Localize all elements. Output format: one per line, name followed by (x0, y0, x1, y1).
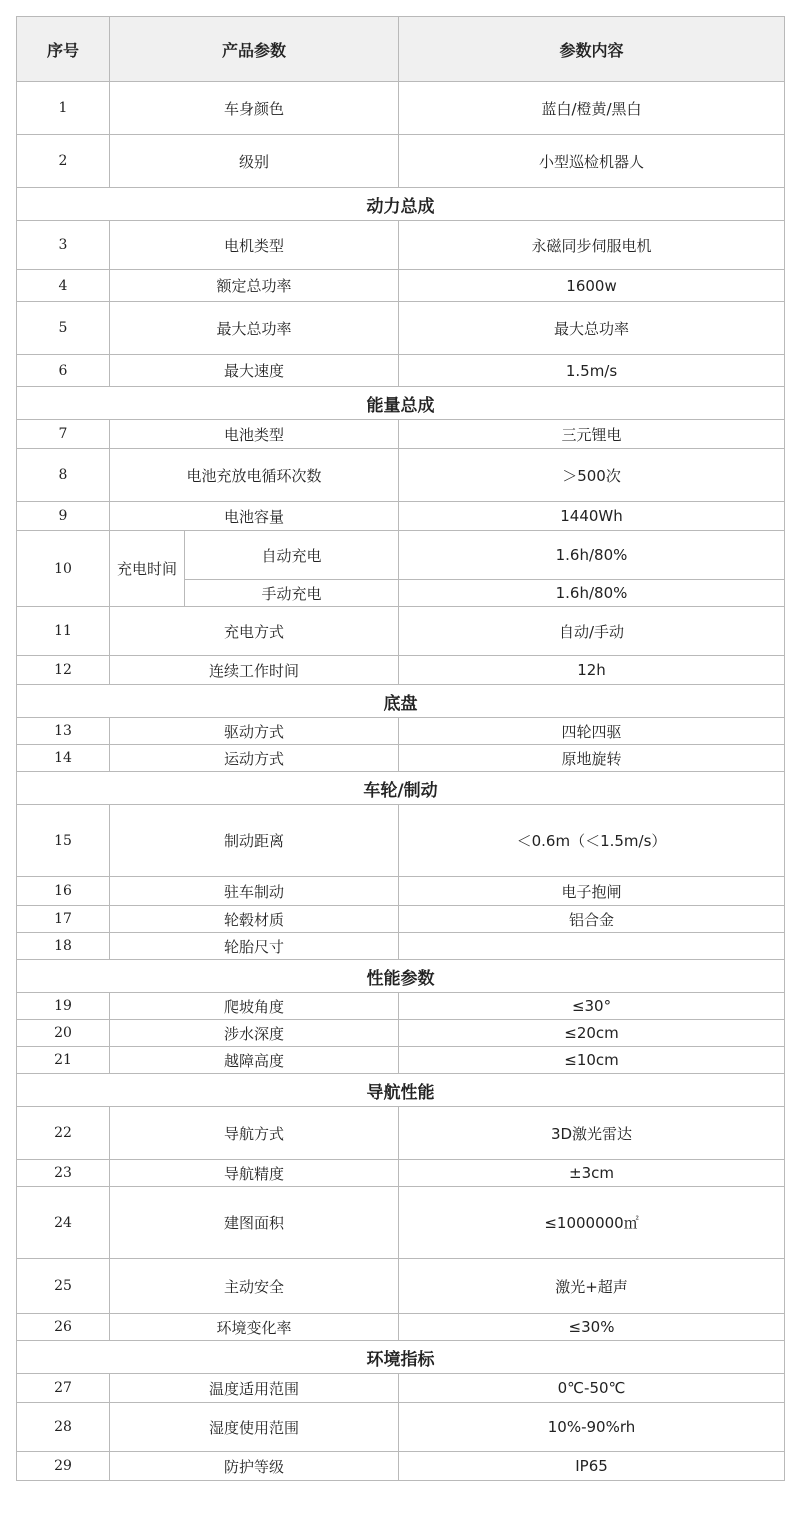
row-param: 电池类型 (110, 420, 399, 449)
row-value: ≤20cm (399, 1020, 785, 1047)
row-param: 自动充电 (185, 531, 399, 580)
row-index: 15 (17, 805, 110, 877)
table-row (17, 906, 785, 933)
section-row (17, 188, 785, 221)
row-param: 电池容量 (110, 502, 399, 531)
row-value: 1.5m/s (399, 355, 785, 387)
table-row (17, 531, 785, 580)
row-param: 最大速度 (110, 355, 399, 387)
row-param: 建图面积 (110, 1187, 399, 1259)
row-index: 27 (17, 1374, 110, 1403)
row-param: 主动安全 (110, 1259, 399, 1314)
section-row (17, 387, 785, 420)
row-value: 1600w (399, 270, 785, 302)
row-index: 11 (17, 607, 110, 656)
row-value: ＞500次 (399, 449, 785, 502)
row-param: 导航精度 (110, 1160, 399, 1187)
row-param: 轮毂材质 (110, 906, 399, 933)
row-index: 9 (17, 502, 110, 531)
table-row (17, 1187, 785, 1259)
row-value: 四轮四驱 (399, 718, 785, 745)
row-param: 连续工作时间 (110, 656, 399, 685)
row-value: 10%-90%rh (399, 1403, 785, 1452)
section-title: 导航性能 (17, 1074, 785, 1107)
row-param: 驱动方式 (110, 718, 399, 745)
row-param: 温度适用范围 (110, 1374, 399, 1403)
row-value: 铝合金 (399, 906, 785, 933)
table-row (17, 302, 785, 355)
row-index: 2 (17, 135, 110, 188)
row-value: ＜0.6m（＜1.5m/s） (399, 805, 785, 877)
row-param: 手动充电 (185, 580, 399, 607)
row-param: 制动距离 (110, 805, 399, 877)
table-row (17, 135, 785, 188)
row-value: ≤10cm (399, 1047, 785, 1074)
row-index: 3 (17, 221, 110, 270)
row-value: 3D激光雷达 (399, 1107, 785, 1160)
row-index: 21 (17, 1047, 110, 1074)
row-param: 充电方式 (110, 607, 399, 656)
row-value: 原地旋转 (399, 745, 785, 772)
table-row (17, 449, 785, 502)
section-row (17, 685, 785, 718)
row-value: 最大总功率 (399, 302, 785, 355)
row-value: IP65 (399, 1452, 785, 1481)
row-index: 7 (17, 420, 110, 449)
row-index: 17 (17, 906, 110, 933)
row-param: 导航方式 (110, 1107, 399, 1160)
row-param: 电池充放电循环次数 (110, 449, 399, 502)
row-value: 激光+超声 (399, 1259, 785, 1314)
row-index: 13 (17, 718, 110, 745)
header-value: 参数内容 (399, 17, 785, 82)
row-value: 1.6h/80% (399, 531, 785, 580)
section-row (17, 1074, 785, 1107)
table-row (17, 607, 785, 656)
row-param: 湿度使用范围 (110, 1403, 399, 1452)
table-row (17, 221, 785, 270)
row-index: 12 (17, 656, 110, 685)
row-param: 电机类型 (110, 221, 399, 270)
row-value: 1440Wh (399, 502, 785, 531)
row-index: 18 (17, 933, 110, 960)
row-value: ≤30° (399, 993, 785, 1020)
row-index: 1 (17, 82, 110, 135)
row-index: 26 (17, 1314, 110, 1341)
row-index: 8 (17, 449, 110, 502)
table-row (17, 1047, 785, 1074)
section-title: 车轮/制动 (17, 772, 785, 805)
row-index: 23 (17, 1160, 110, 1187)
row-param: 车身颜色 (110, 82, 399, 135)
row-param: 涉水深度 (110, 1020, 399, 1047)
section-title: 性能参数 (17, 960, 785, 993)
row-param: 运动方式 (110, 745, 399, 772)
row-value (399, 933, 785, 960)
section-row (17, 960, 785, 993)
row-param: 爬坡角度 (110, 993, 399, 1020)
row-param: 轮胎尺寸 (110, 933, 399, 960)
table-row (17, 1160, 785, 1187)
table-row (17, 805, 785, 877)
row-index: 14 (17, 745, 110, 772)
table-row (17, 355, 785, 387)
table-row (17, 718, 785, 745)
row-value: 自动/手动 (399, 607, 785, 656)
row-index: 28 (17, 1403, 110, 1452)
row-param: 最大总功率 (110, 302, 399, 355)
header-param: 产品参数 (110, 17, 399, 82)
row-value: 永磁同步伺服电机 (399, 221, 785, 270)
row-index: 19 (17, 993, 110, 1020)
row-value: 12h (399, 656, 785, 685)
table-row (17, 420, 785, 449)
section-row (17, 1341, 785, 1374)
table-row (17, 1403, 785, 1452)
table-row (17, 933, 785, 960)
table-row (17, 656, 785, 685)
table-row (17, 270, 785, 302)
row-value: 1.6h/80% (399, 580, 785, 607)
table-row (17, 1314, 785, 1341)
row-value: 0℃-50℃ (399, 1374, 785, 1403)
row-group: 充电时间 (110, 531, 185, 607)
table-row (17, 877, 785, 906)
table-row (17, 1020, 785, 1047)
row-index: 4 (17, 270, 110, 302)
row-index: 24 (17, 1187, 110, 1259)
row-index: 20 (17, 1020, 110, 1047)
row-value: ≤30% (399, 1314, 785, 1341)
section-title: 动力总成 (17, 188, 785, 221)
table-row (17, 1259, 785, 1314)
row-index: 5 (17, 302, 110, 355)
table-row (17, 82, 785, 135)
row-value: 电子抱闸 (399, 877, 785, 906)
row-index: 10 (17, 531, 110, 607)
row-value: 三元锂电 (399, 420, 785, 449)
row-param: 驻车制动 (110, 877, 399, 906)
section-title: 环境指标 (17, 1341, 785, 1374)
table-row (17, 1452, 785, 1481)
header-row (17, 17, 785, 82)
section-title: 底盘 (17, 685, 785, 718)
section-row (17, 772, 785, 805)
spec-table (16, 16, 785, 1481)
table-row (17, 1107, 785, 1160)
row-param: 级别 (110, 135, 399, 188)
row-index: 16 (17, 877, 110, 906)
section-title: 能量总成 (17, 387, 785, 420)
row-value: 蓝白/橙黄/黑白 (399, 82, 785, 135)
row-param: 环境变化率 (110, 1314, 399, 1341)
row-value: 小型巡检机器人 (399, 135, 785, 188)
row-index: 25 (17, 1259, 110, 1314)
row-index: 6 (17, 355, 110, 387)
table-row (17, 1374, 785, 1403)
row-param: 越障高度 (110, 1047, 399, 1074)
row-param: 额定总功率 (110, 270, 399, 302)
row-param: 防护等级 (110, 1452, 399, 1481)
row-index: 29 (17, 1452, 110, 1481)
header-index: 序号 (17, 17, 110, 82)
row-index: 22 (17, 1107, 110, 1160)
table-row (17, 993, 785, 1020)
table-row (17, 502, 785, 531)
row-value: ±3cm (399, 1160, 785, 1187)
table-row (17, 745, 785, 772)
row-value: ≤1000000㎡ (399, 1187, 785, 1259)
